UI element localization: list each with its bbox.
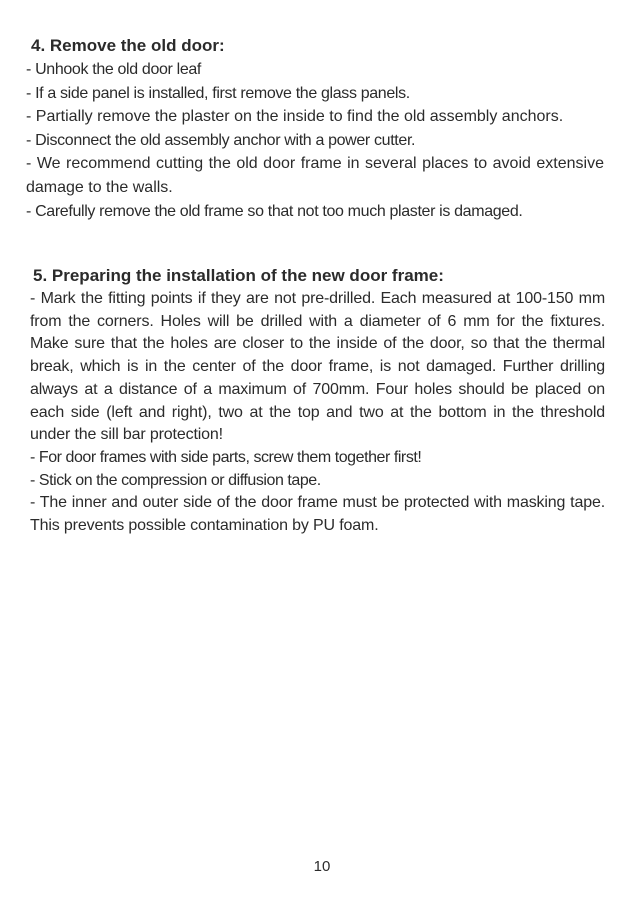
instruction-item: - Mark the fitting points if they are not pre-drilled. Each measured at 100-150 mm from the corners. Holes will be drilled with a diameter of 6 mm for the fixtures. Make sure that the holes are closer to the inside of the door, so that the thermal break, which is in the center of the door frame, is not damaged. Further drilling always at a distance of a maximum of 700mm. Four holes should be placed on each side (left and right), two at the top and two at the bottom in the threshold under the sill bar protection! [30, 290, 605, 444]
section-prepare-new-frame [30, 264, 605, 538]
instruction-item: - Stick on the compression or diffusion tape. [30, 471, 321, 489]
instruction-item: - We recommend cutting the old door frame in several places to avoid extensive damage to the walls. [26, 155, 604, 196]
page-number: 10 [313, 858, 331, 875]
instruction-item: - Unhook the old door leaf [26, 61, 202, 78]
instruction-item: - For door frames with side parts, screw them together first! [30, 448, 422, 466]
section-remove-old-door [26, 34, 604, 223]
instruction-item: - The inner and outer side of the door frame must be protected with masking tape. This prevents possible contamination by PU foam. [30, 494, 605, 535]
section-heading: 4. Remove the old door: [31, 36, 225, 55]
section-heading: 5. Preparing the installation of the new door frame: [33, 266, 444, 285]
instruction-item: - Partially remove the plaster on the inside to find the old assembly anchors. [26, 108, 564, 126]
instruction-item: - If a side panel is installed, first remove the glass panels. [26, 84, 410, 102]
instruction-item: - Carefully remove the old frame so that not too much plaster is damaged. [26, 202, 523, 220]
instruction-item: - Disconnect the old assembly anchor with a power cutter. [26, 131, 416, 149]
